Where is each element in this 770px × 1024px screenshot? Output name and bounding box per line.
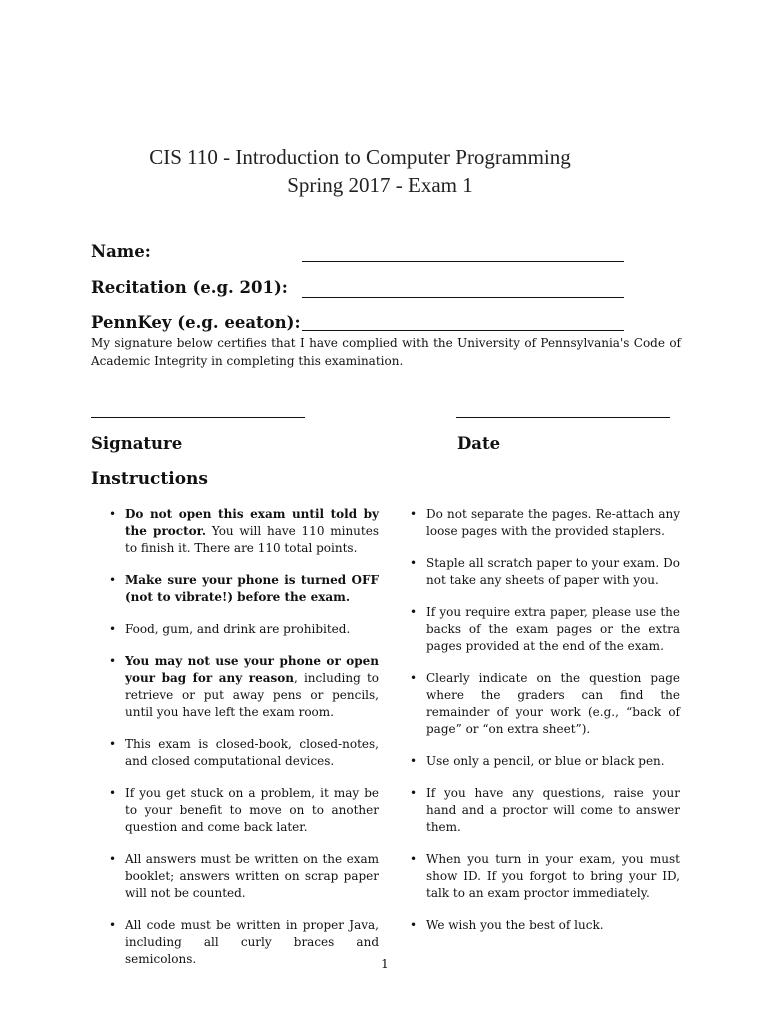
recitation-label: Recitation (e.g. 201): [91, 278, 288, 297]
instructions-right-column [410, 506, 680, 949]
instruction-text: We wish you the best of luck. [426, 918, 604, 932]
instructions-left-list [109, 506, 379, 968]
instruction-text: When you turn in your exam, you must show ID. If you forgot to bring your ID, talk to an exam proctor immediately. [426, 852, 680, 900]
instruction-text: Food, gum, and drink are prohibited. [125, 622, 351, 636]
instruction-text: If you have any questions, raise your hand and a proctor will come to answer them. [426, 786, 680, 834]
instructions-right-list [410, 506, 680, 934]
instruction-item [109, 785, 379, 836]
instruction-item [410, 917, 680, 934]
date-label: Date [457, 434, 501, 453]
instruction-text: Clearly indicate on the question page where the graders can find the remainder of your work (e.g., “back of page” or “on extra sheet”). [426, 671, 680, 736]
instruction-item [410, 785, 680, 836]
signature-label: Signature [91, 434, 183, 453]
instruction-item [109, 736, 379, 770]
instruction-item [109, 621, 379, 638]
date-field[interactable] [456, 417, 670, 418]
signature-field[interactable] [91, 417, 305, 418]
pennkey-field[interactable] [302, 313, 624, 331]
instruction-text: All code must be written in proper Java, including all curly braces and semicolons. [125, 918, 379, 966]
name-label: Name: [91, 242, 151, 261]
instruction-text: Use only a pencil, or blue or black pen. [426, 754, 665, 768]
exam-subtitle: Spring 2017 - Exam 1 [287, 173, 473, 197]
instruction-item [410, 604, 680, 655]
instruction-item [410, 670, 680, 738]
instruction-text: If you require extra paper, please use the backs of the exam pages or the extra pages provided at the end of the exam. [426, 605, 680, 653]
instruction-text: You will have 110 minutes to finish it. There are 110 total points. [125, 524, 379, 555]
instruction-emphasis: Make sure your phone is turned OFF (not to vibrate!) before the exam. [125, 573, 379, 604]
instruction-text: , including to retrieve or put away pens or pencils, until you have left the exam room. [125, 671, 379, 719]
recitation-field[interactable] [302, 279, 624, 298]
instruction-item [410, 851, 680, 902]
instruction-item [410, 506, 680, 540]
instruction-text: If you get stuck on a problem, it may be to your benefit to move on to another question and come back later. [125, 786, 379, 834]
page-number: 1 [381, 957, 389, 971]
instruction-text: Do not separate the pages. Re-attach any loose pages with the provided staplers. [426, 507, 680, 538]
instruction-item [109, 653, 379, 721]
name-field[interactable] [302, 243, 624, 262]
instruction-item [410, 555, 680, 589]
instruction-item [109, 572, 379, 606]
instructions-left-column [109, 506, 379, 983]
instruction-text: All answers must be written on the exam booklet; answers written on scrap paper will not be counted. [125, 852, 379, 900]
instruction-text: Staple all scratch paper to your exam. Do not take any sheets of paper with you. [426, 556, 680, 587]
instruction-item [109, 506, 379, 557]
instructions-heading: Instructions [91, 469, 208, 489]
pennkey-label: PennKey (e.g. eeaton): [91, 313, 301, 332]
certification-text: My signature below certifies that I have complied with the University of Pennsylvania's Code of Academic Integrity in completing this examination. [91, 336, 681, 368]
instruction-emphasis: You may not use your phone or open your bag for any reason [125, 654, 379, 685]
instruction-emphasis: Do not open this exam until told by the proctor. [125, 507, 379, 538]
instruction-item [109, 851, 379, 902]
instruction-text: This exam is closed-book, closed-notes, and closed computational devices. [125, 737, 379, 768]
exam-title: CIS 110 - Introduction to Computer Programming [149, 145, 571, 169]
instruction-item [410, 753, 680, 770]
